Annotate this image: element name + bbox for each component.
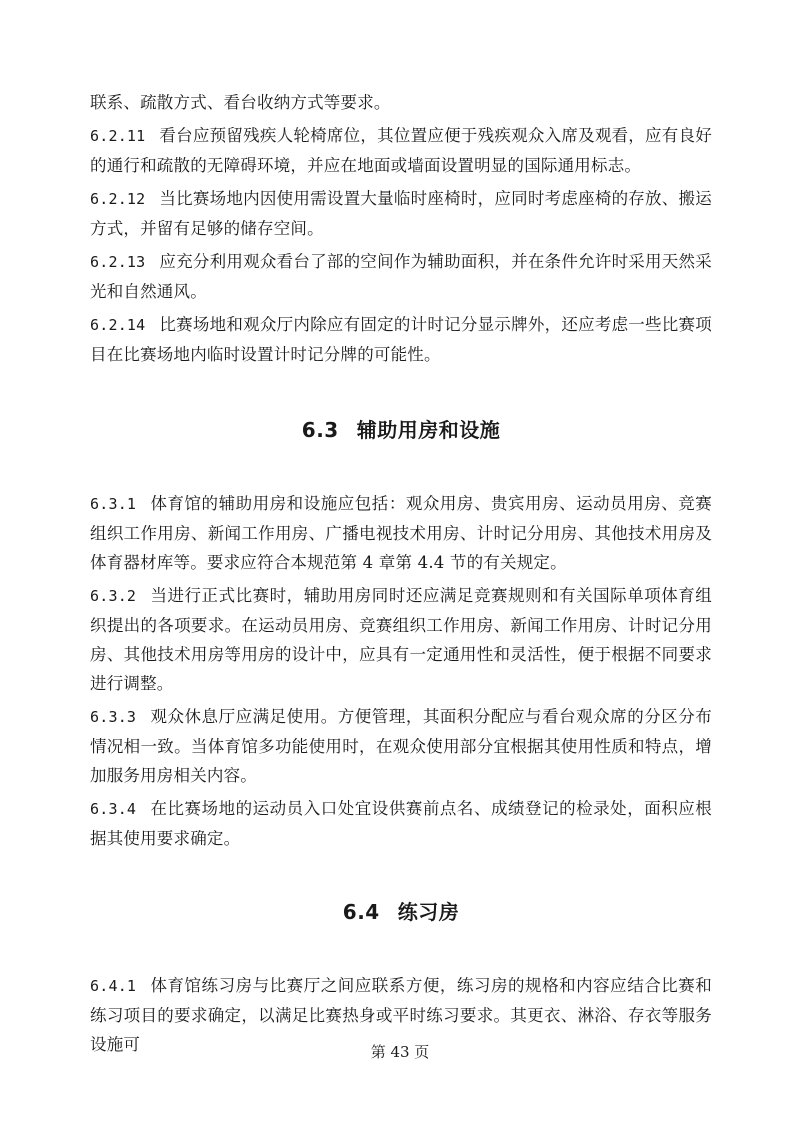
page-number: 第 43 页 [370,1043,430,1061]
clause-number: 6.3.2 [90,587,137,605]
clause-6-2-13 [90,247,712,306]
clause-6-3-2 [90,581,712,698]
section-title: 练习房 [397,900,460,924]
clause-number: 6.3.4 [90,800,137,818]
clause-number: 6.2.14 [90,316,146,334]
clause-number: 6.3.3 [90,708,137,726]
clause-number: 6.2.13 [90,253,146,271]
section-heading-6-3 [90,415,712,445]
clause-6-3-1 [90,489,712,577]
clause-text: 当进行正式比赛时，辅助用房同时还应满足竞赛规则和有关国际单项体育组织提出的各项要求。在运动员用房、竞赛组织工作用房、新闻工作用房、计时记分用房、其他技术用房等用房的设计中，应具有一定通用性和灵活性，便于根据不同要求进行调整。 [90,586,712,693]
clause-6-3-3 [90,702,712,790]
paragraph-text: 联系、疏散方式、看台收纳方式等要求。 [90,93,391,112]
clause-text: 在比赛场地的运动员入口处宜设供赛前点名、成绩登记的检录处，面积应根据其使用要求确定。 [90,799,712,848]
clause-6-2-14 [90,310,712,369]
paragraph-6-2-10-continuation [90,88,712,117]
section-heading-6-4 [90,897,712,927]
clause-6-2-12 [90,184,712,243]
document-page [90,88,712,1063]
clause-number: 6.2.12 [90,190,146,208]
clause-text: 当比赛场地内因使用需设置大量临时座椅时，应同时考虑座椅的存放、搬运方式，并留有足够的储存空间。 [90,189,712,238]
clause-text: 体育馆的辅助用房和设施应包括：观众用房、贵宾用房、运动员用房、竞赛组织工作用房、新闻工作用房、广播电视技术用房、计时记分用房、其他技术用房及体育器材库等。要求应符合本规范第 4 章第 4.4 节的有关规定。 [90,494,712,572]
clause-text: 看台应预留残疾人轮椅席位，其位置应便于残疾观众入席及观看，应有良好的通行和疏散的无障碍环境，并应在地面或墙面设置明显的国际通用标志。 [90,126,712,175]
section-title: 辅助用房和设施 [356,418,501,442]
clause-text: 应充分利用观众看台了部的空间作为辅助面积，并在条件允许时采用天然采光和自然通风。 [90,252,712,301]
clause-6-2-11 [90,121,712,180]
clause-6-3-4 [90,794,712,853]
clause-number: 6.2.11 [90,127,146,145]
clause-text: 体育馆练习房与比赛厅之间应联系方便，练习房的规格和内容应结合比赛和练习项目的要求确定，以满足比赛热身或平时练习要求。其更衣、淋浴、存衣等服务设施可 [90,976,712,1054]
clause-number: 6.4.1 [90,977,137,995]
page-footer [0,1042,800,1062]
clause-text: 观众休息厅应满足使用。方便管理，其面积分配应与看台观众席的分区分布情况相一致。当体育馆多功能使用时，在观众使用部分宜根据其使用性质和特点，增加服务用房相关内容。 [90,707,712,785]
clause-text: 比赛场地和观众厅内除应有固定的计时记分显示牌外，还应考虑一些比赛项目在比赛场地内临时设置计时记分牌的可能性。 [90,315,712,364]
section-number: 6.3 [301,418,339,442]
section-number: 6.4 [342,900,380,924]
clause-number: 6.3.1 [90,495,137,513]
